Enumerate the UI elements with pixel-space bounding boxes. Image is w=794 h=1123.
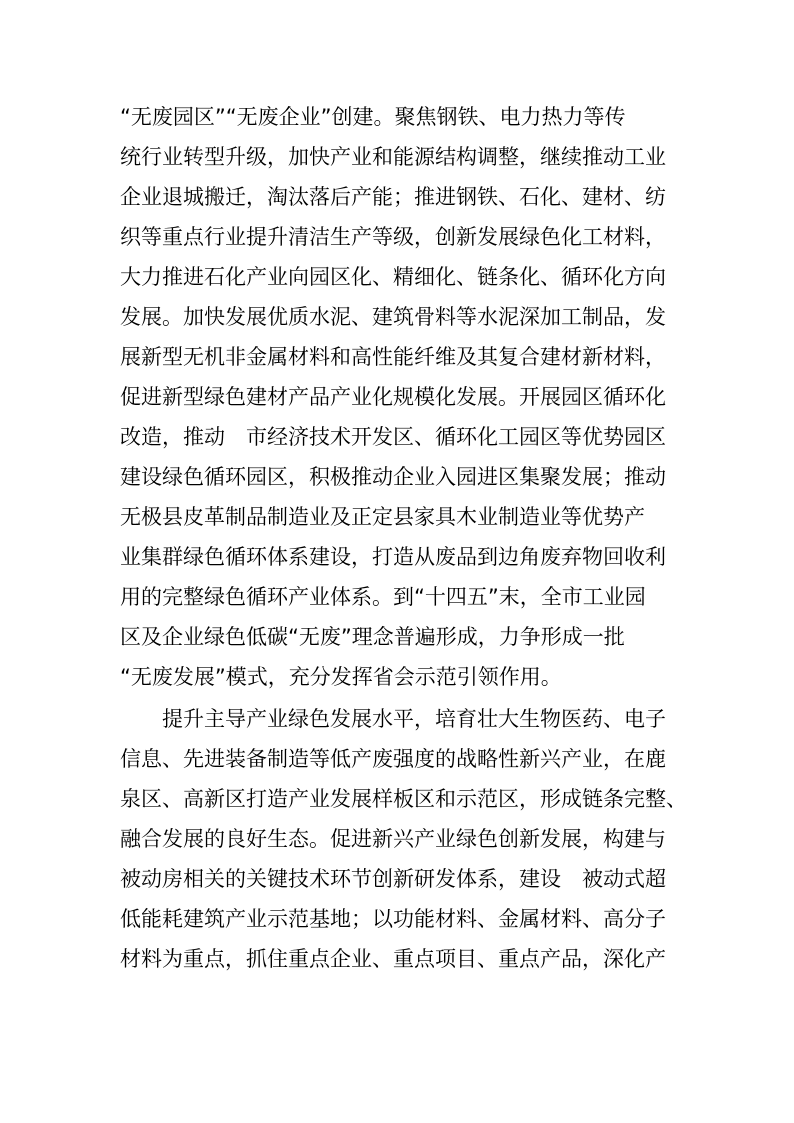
- text-line: “无废发展”模式，充分发挥省会示范引领作用。: [120, 665, 562, 689]
- text-line: 企业退城搬迁，淘汰落后产能；推进钢铁、石化、建材、纺: [120, 185, 666, 209]
- text-line: 业集群绿色循环体系建设，打造从废品到边角废弃物回收利: [120, 545, 666, 569]
- text-line: 材料为重点，抓住重点企业、重点项目、重点产品，深化产: [120, 947, 666, 971]
- text-line: 信息、先进装备制造等低产废强度的战略性新兴产业，在鹿: [120, 747, 666, 771]
- text-line: 展新型无机非金属材料和高性能纤维及其复合建材新材料，: [120, 345, 666, 369]
- text-line: 统行业转型升级，加快产业和能源结构调整，继续推动工业: [120, 145, 666, 169]
- text-line: 发展。加快发展优质水泥、建筑骨料等水泥深加工制品，发: [120, 305, 666, 329]
- text-line: 低能耗建筑产业示范基地；以功能材料、金属材料、高分子: [120, 907, 666, 931]
- text-line: 大力推进石化产业向园区化、精细化、链条化、循环化方向: [120, 265, 666, 289]
- text-line: 改造，推动 市经济技术开发区、循环化工园区等优势园区: [120, 425, 666, 449]
- text-line: 促进新型绿色建材产品产业化规模化发展。开展园区循环化: [120, 385, 666, 409]
- text-line: 无极县皮革制品制造业及正定县家具木业制造业等优势产: [120, 505, 645, 529]
- text-line: 用的完整绿色循环产业体系。到“十四五”末，全市工业园: [120, 585, 646, 609]
- text-line: 融合发展的良好生态。促进新兴产业绿色创新发展，构建与: [120, 827, 666, 851]
- text-line: 织等重点行业提升清洁生产等级，创新发展绿色化工材料，: [120, 225, 666, 249]
- text-line: 泉区、高新区打造产业发展样板区和示范区，形成链条完整、: [120, 787, 687, 811]
- text-line: 区及企业绿色低碳“无废”理念普遍形成，力争形成一批: [120, 625, 625, 649]
- text-line: 被动房相关的关键技术环节创新研发体系，建设 被动式超: [120, 867, 666, 891]
- text-line: “无废园区”“无废企业”创建。聚焦钢铁、电力热力等传: [120, 105, 626, 129]
- paragraph-first-line: 提升主导产业绿色发展水平，培育壮大生物医药、电子: [162, 707, 666, 731]
- text-line: 建设绿色循环园区，积极推动企业入园进区集聚发展；推动: [120, 465, 666, 489]
